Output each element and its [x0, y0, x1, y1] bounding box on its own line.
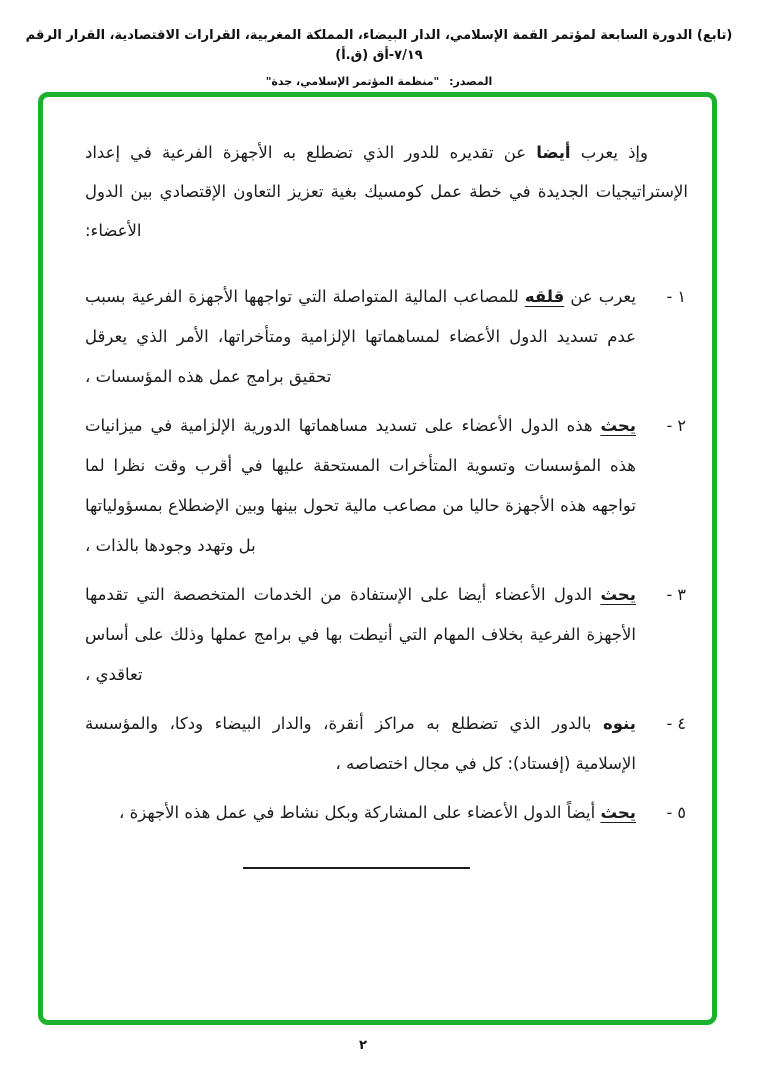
clause-text	[85, 704, 636, 784]
header-source-line	[20, 75, 738, 88]
clause-rest: بالدور الذي تضطلع به مراكز أنقرة، والدار البيضاء ودكا، والمؤسسة الإسلامية (إفستاد): كل في مجال اختصاصه ،	[85, 714, 636, 773]
clause-text	[85, 277, 636, 397]
document-header	[20, 26, 738, 88]
green-border-frame	[38, 92, 717, 1025]
clause-item-5	[85, 793, 688, 833]
clause-number: ٤ -	[666, 714, 686, 733]
clause-rest: هذه الدول الأعضاء على تسديد مساهماتها الدورية الإلزامية في ميزانيات هذه المؤسسات وتسوية المتأخرات المستحقة عليها في أقرب وقت نظرا لما تواجهه هذه الأجهزة حاليا من مصاعب مالية تحول بينها وبين الإضطلاع بمسؤولياتها بل وتهدد وجودها بالذات ،	[85, 416, 636, 555]
clause-keyword: قلقه	[524, 287, 565, 306]
clause-number: ٢ -	[666, 416, 686, 435]
clause-text	[85, 575, 636, 695]
clause-keyword: يحث	[600, 585, 636, 604]
resolution-body	[85, 133, 688, 869]
clause-rest: للمصاعب المالية المتواصلة التي تواجهها الأجهزة الفرعية بسبب عدم تسديد الدول الأعضاء لمساهماتها الإلزامية ومتأخراتها، الأمر الذي يعرقل تحقيق برامج عمل هذه المؤسسات ،	[85, 287, 636, 386]
clause-rest: أيضاً الدول الأعضاء على المشاركة وبكل نشاط في عمل هذه الأجهزة ،	[119, 803, 601, 822]
clause-keyword: يحث	[600, 803, 636, 822]
clause-keyword: يحث	[600, 416, 636, 435]
clause-item-1	[85, 277, 688, 397]
preamble-paragraph	[85, 133, 688, 250]
header-title-line: (تابع) الدورة السابعة لمؤتمر القمة الإسلامي، الدار البيضاء، المملكة المغربية، القرارات الاقتصادية، القرار الرقم ٧/١٩-أق (ق.أ)	[25, 28, 733, 63]
clause-list	[85, 277, 688, 833]
source-label: المصدر:	[449, 75, 493, 88]
preamble-bold-word: أيضا	[536, 143, 571, 162]
clause-before: يعرب عن	[564, 287, 636, 306]
page-number: ٢	[359, 1038, 367, 1053]
clause-text	[85, 793, 636, 833]
clause-item-4	[85, 704, 688, 784]
preamble-part2: عن تقديره للدور الذي تضطلع به الأجهزة الفرعية في إعداد الإستراتيجيات الجديدة في خطة عمل كومسيك بغية تعزيز التعاون الإقتصادي بين الدول الأعضاء:	[85, 143, 688, 240]
clause-item-2	[85, 406, 688, 566]
clause-number: ٣ -	[666, 585, 686, 604]
clause-number: ٥ -	[666, 803, 686, 822]
clause-number: ١ -	[666, 287, 686, 306]
source-value: "منظمة المؤتمر الإسلامي، جدة"	[265, 75, 440, 88]
section-divider-line	[243, 867, 470, 869]
clause-keyword: ينوه	[602, 714, 636, 733]
preamble-part1: وإذ يعرب	[570, 143, 648, 162]
clause-item-3	[85, 575, 688, 695]
clause-rest: الدول الأعضاء أيضا على الإستفادة من الخدمات المتخصصة التي تقدمها الأجهزة الفرعية بخلاف المهام التي أنيطت بها في برامج عملها وذلك على أساس تعاقدي ،	[85, 585, 636, 684]
clause-text	[85, 406, 636, 566]
